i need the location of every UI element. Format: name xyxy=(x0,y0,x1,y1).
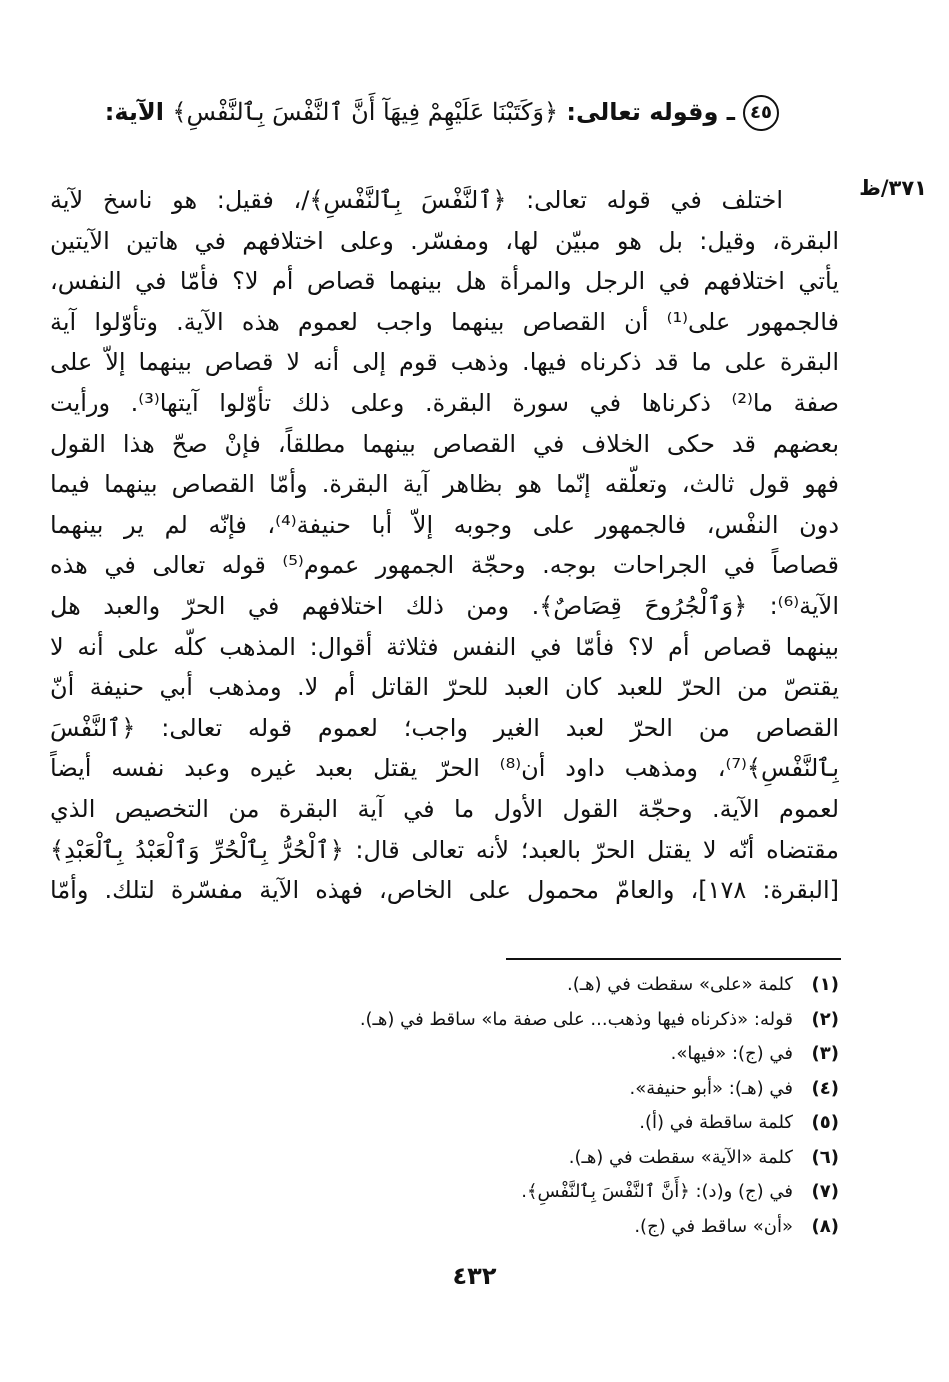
manuscript-folio-ref: ٣٧١/ظ xyxy=(859,176,927,200)
footnote-text: قوله: «ذكرناه فيها وذهب... على صفة ما» ساقط في (هـ). xyxy=(359,1008,793,1030)
text-line: اختلف في قوله تعالى: ﴿ٱلنَّفْسَ بِٱلنَّفْسِ﴾/، فقيل: هو ناسخ لآية xyxy=(50,186,783,214)
footnote-number: (٧) xyxy=(811,1181,839,1202)
heading-quran-quote: ﴿وَكَتَبْنَا عَلَيْهِمْ فِيهَآ أَنَّ ٱلنَّفْسَ بِٱلنَّفْسِ﴾ xyxy=(172,98,559,126)
footnote-text: كلمة «على» سقطت في (هـ). xyxy=(567,974,793,995)
text-line: بينهما قصاص أم لا؟ فأمّا في النفس فثلاثة أقوال: المذهب كلّه على أنه لا xyxy=(50,632,839,661)
footnote-number: (٦) xyxy=(811,1146,839,1168)
footnote-item xyxy=(120,968,839,1003)
footnote-text: كلمة ساقطة في (أ). xyxy=(639,1112,793,1133)
text-line: دون النفْس، فالجمهور على وجوبه إلاّ أبا حنيفة⁽⁴⁾، فإنّه لم ير بينهما xyxy=(50,510,839,539)
footnote-text: «أن» ساقط في (ج). xyxy=(634,1215,793,1237)
text-line: بِٱلنَّفْسِ﴾⁽⁷⁾، ومذهب داود أن⁽⁸⁾ الحرّ يقتل بعبد غيره وعبد نفسه أيضاً xyxy=(50,754,839,783)
footnote-item xyxy=(120,1072,839,1107)
footnote-number: (٣) xyxy=(811,1043,839,1064)
text-line: القصاص من الحرّ لعبد الغير واجب؛ لعموم قوله تعالى: ﴿ٱلنَّفْسَ xyxy=(50,713,839,742)
verse-heading xyxy=(104,92,779,132)
footnote-item xyxy=(120,1141,839,1176)
footnote-item xyxy=(120,1003,839,1038)
text-line: قصاصاً في الجراحات بوجه. وحجّة الجمهور عموم⁽⁵⁾ قوله تعالى في هذه xyxy=(50,551,839,580)
text-line: صفة ما⁽²⁾ ذكرناها في سورة البقرة. وعلى ذلك تأوّلوا آيتها⁽³⁾. ورأيت xyxy=(50,388,839,417)
footnote-divider xyxy=(506,958,841,960)
text-line: الآية⁽⁶⁾: ﴿وَٱلْجُرُوحَ قِصَاصٌ﴾. ومن ذلك اختلافهم في الحرّ والعبد هل xyxy=(50,591,839,620)
verse-number-badge: ٤٥ xyxy=(743,95,779,131)
heading-suffix: الآية: xyxy=(104,98,173,126)
text-line: البقرة على ما قد ذكرناه فيها. وذهب قوم إلى أنه لا قصاص بينهما إلاّ على xyxy=(50,348,839,377)
footnote-number: (١) xyxy=(811,974,839,995)
page-number: ٤٣٢ xyxy=(452,1262,497,1290)
text-line: فالجمهور على⁽¹⁾ أن القصاص بينهما واجب لعموم هذه الآية. وتأوّلوا آية xyxy=(50,307,839,336)
footnote-number: (٤) xyxy=(811,1077,839,1099)
footnote-number: (٨) xyxy=(811,1215,839,1237)
text-line: بعضهم قد حكى الخلاف في القصاص بينهما مطلقاً، فإنْ صحّ هذا القول xyxy=(50,429,839,458)
main-text xyxy=(50,180,839,911)
footnote-number: (٥) xyxy=(811,1112,839,1133)
footnote-text: في (هـ): «أبو حنيفة». xyxy=(629,1077,793,1099)
footnote-item xyxy=(120,1175,839,1210)
footnote-text: في (ج): «فيها». xyxy=(670,1043,793,1064)
text-line: البقرة، وقيل: بل هو مبيّن لها، ومفسّر. وعلى اختلافهم في هاتين الآيتين xyxy=(50,226,839,255)
text-line: [البقرة: ١٧٨]، والعامّ محمول على الخاص، فهذه الآية مفسّرة لتلك. وأمّا xyxy=(50,876,839,905)
text-line: يأتي اختلافهم في الرجل والمرأة هل بينهما قصاص أم لا؟ فأمّا في النفس، xyxy=(50,267,839,296)
text-line: مقتضاه أنّه لا يقتل الحرّ بالعبد؛ لأنه تعالى قال: ﴿ٱلْحُرُّ بِٱلْحُرِّ وَٱلْعَبْدُ بِٱلْعَبْدِ﴾ xyxy=(50,835,839,864)
text-line: لعموم الآية. وحجّة القول الأول ما في آية البقرة من التخصيص الذي xyxy=(50,794,839,823)
footnote-text: كلمة «الآية» سقطت في (هـ). xyxy=(568,1146,793,1168)
footnotes xyxy=(120,968,839,1244)
text-line: فهو قول ثالث، وتعلّقه إنّما هو بظاهر آية البقرة. وأمّا القصاص بينهما فيما xyxy=(50,470,839,499)
footnote-item xyxy=(120,1037,839,1072)
footnote-text: في (ج) و(د): ﴿أَنَّ ٱلنَّفْسَ بِٱلنَّفْسِ﴾. xyxy=(521,1181,793,1202)
footnote-item xyxy=(120,1210,839,1245)
text-line: يقتصّ من الحرّ للعبد كان العبد للحرّ القاتل أم لا. ومذهب أبي حنيفة أنّ xyxy=(50,673,839,702)
footnote-item xyxy=(120,1106,839,1141)
heading-prefix: ـ وقوله تعالى: xyxy=(558,98,735,126)
footnote-number: (٢) xyxy=(811,1008,839,1030)
